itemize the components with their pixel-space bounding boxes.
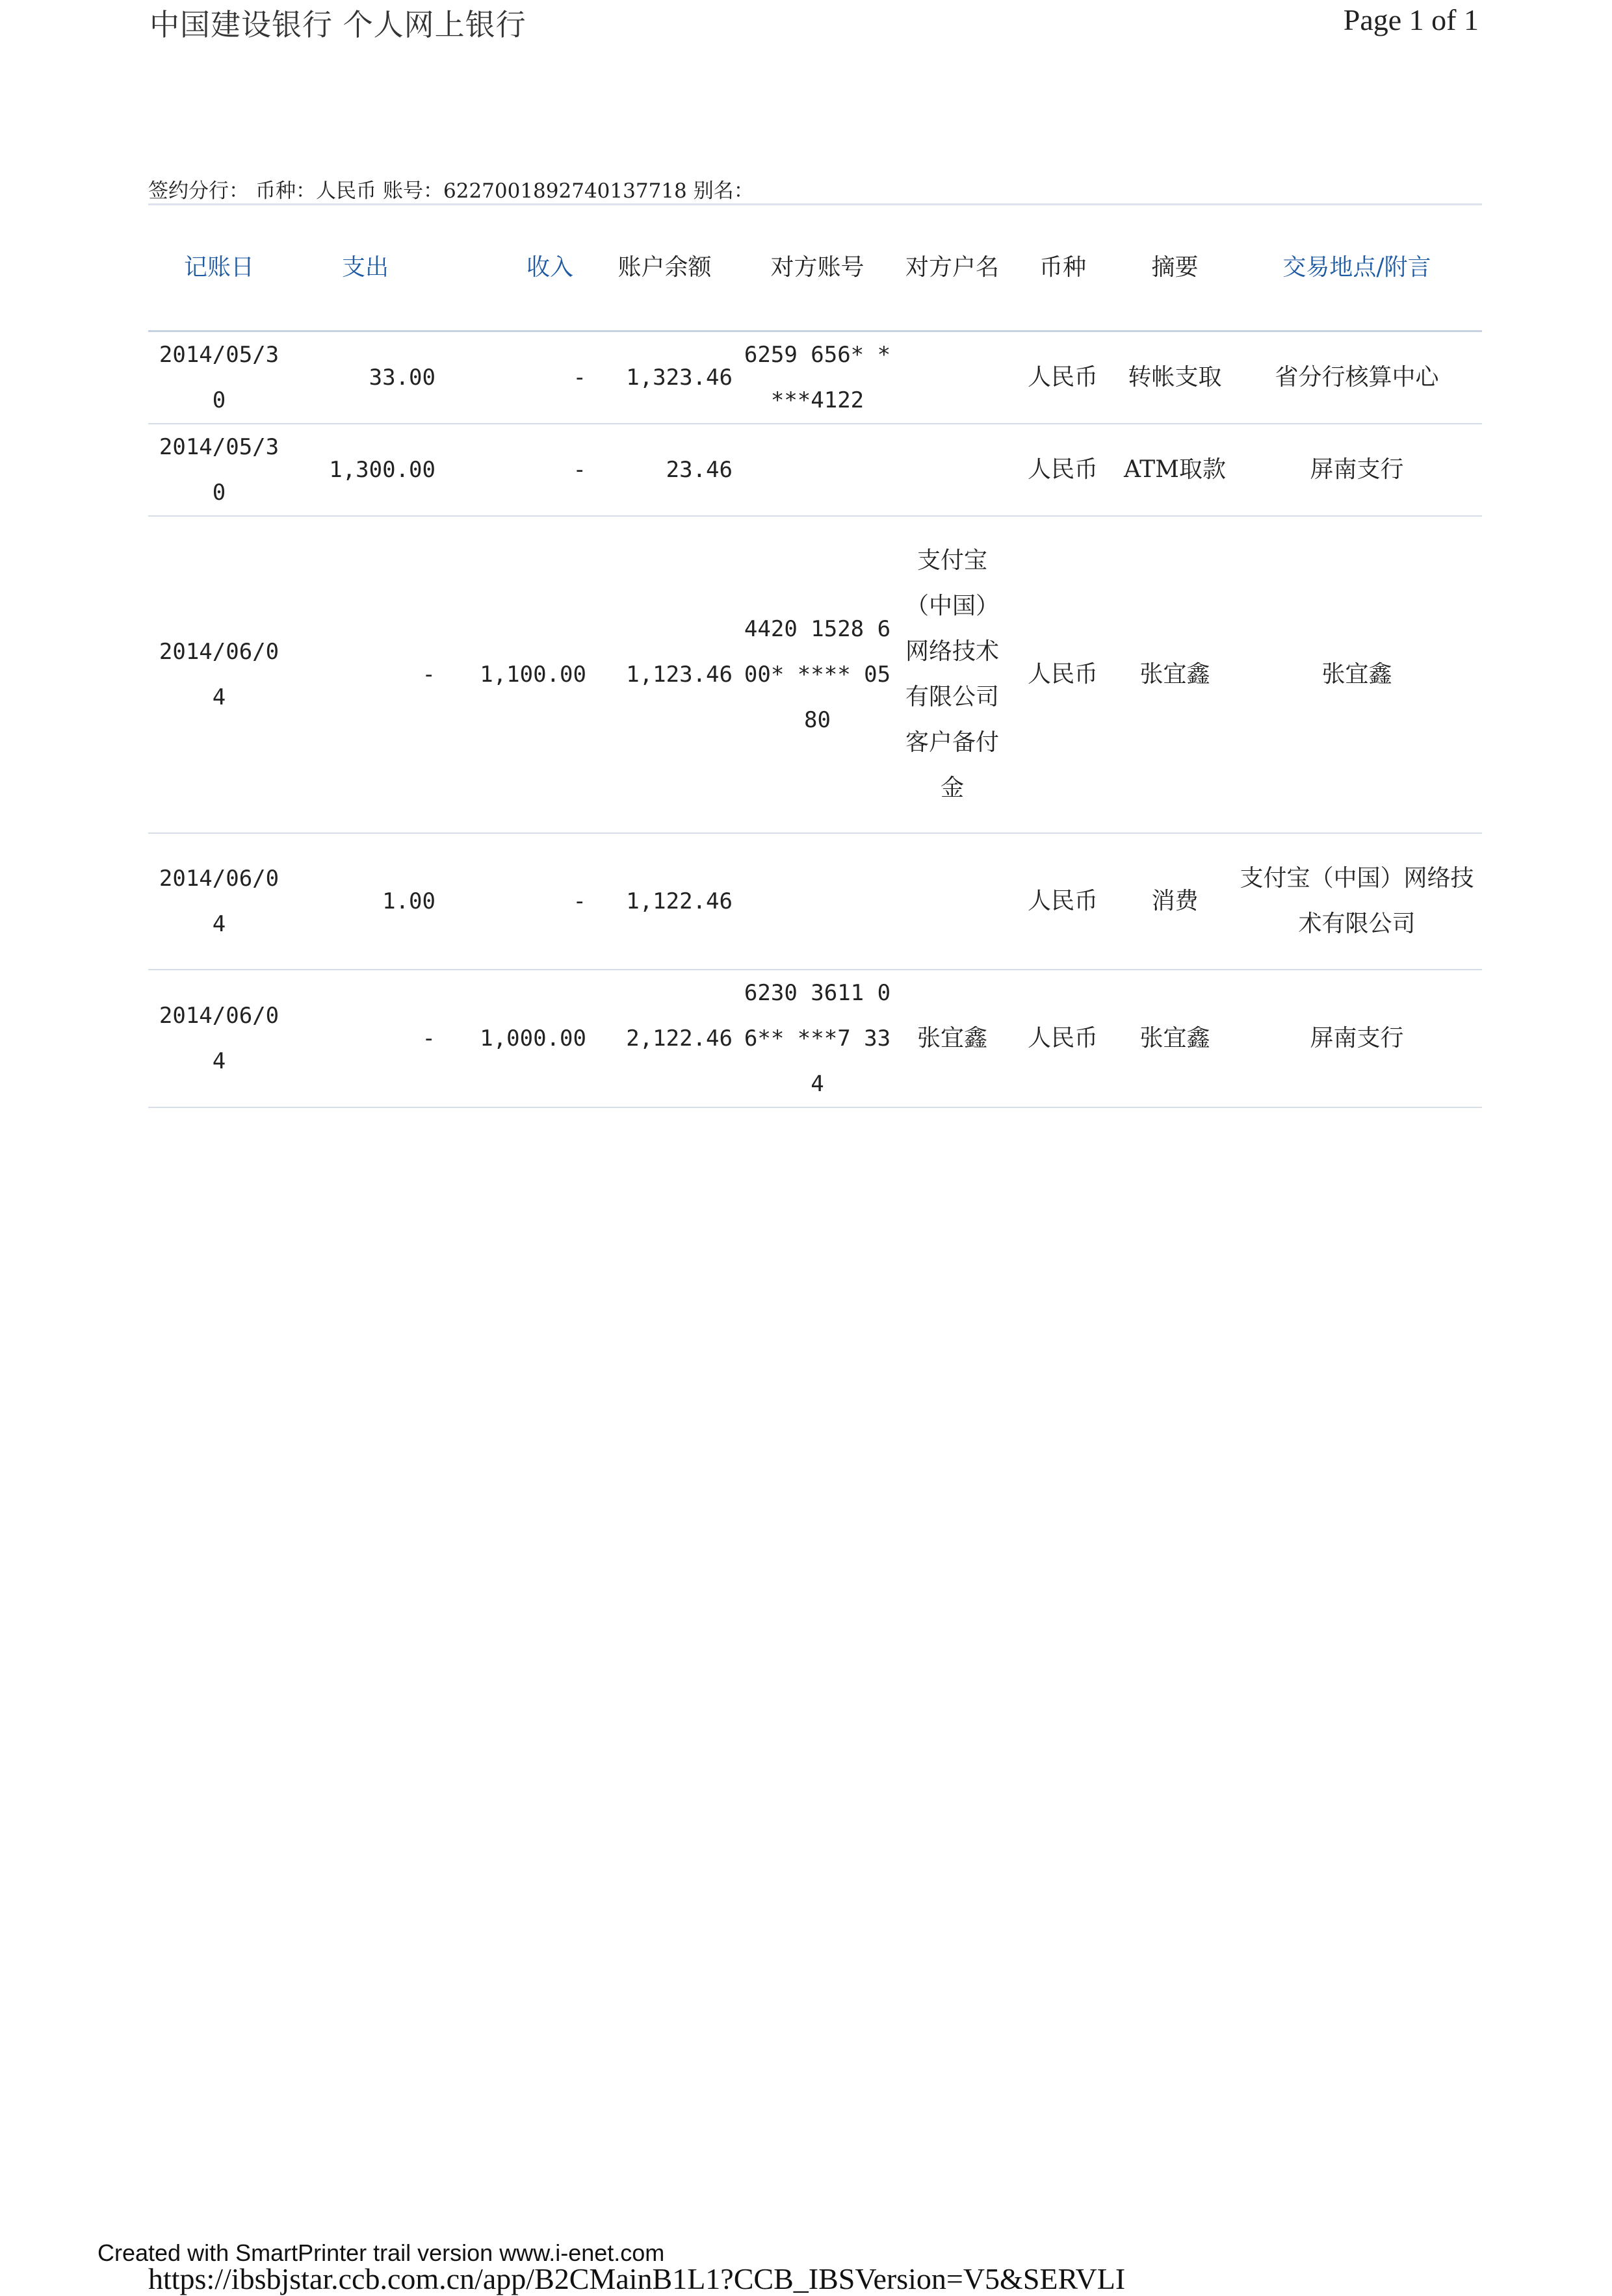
cell-currency: 人民币 <box>1027 364 1098 391</box>
col-header-location-memo[interactable]: 交易地点/附言 <box>1282 254 1431 281</box>
page-url[interactable]: https://ibsbjstar.ccb.com.cn/app/B2CMainB1L1?CCB_IBSVersion=V5&SERVLI <box>148 2262 1126 2295</box>
col-header-counterparty-account: 对方账号 <box>770 254 864 281</box>
cell-balance: 1,123.46 <box>626 662 733 688</box>
cell-posting-date: 2014/06/04 <box>159 639 280 710</box>
cell-credit: - <box>573 457 586 483</box>
table-row <box>148 833 1482 970</box>
branch-label: 签约分行： <box>148 179 249 203</box>
col-header-balance: 账户余额 <box>618 254 712 281</box>
cell-currency: 人民币 <box>1027 888 1098 914</box>
cell-posting-date: 2014/06/04 <box>159 866 280 937</box>
cell-summary: 转帐支取 <box>1128 364 1222 391</box>
cell-currency: 人民币 <box>1027 661 1098 688</box>
cell-balance: 1,323.46 <box>626 365 733 391</box>
cell-currency: 人民币 <box>1027 456 1098 483</box>
cell-location-memo: 屏南支行 <box>1310 1025 1404 1051</box>
cell-debit: - <box>422 1025 436 1051</box>
cell-location-memo: 省分行核算中心 <box>1275 364 1439 391</box>
col-header-debit[interactable]: 支出 <box>341 254 389 281</box>
currency-label: 币种：人民币 <box>255 179 376 203</box>
cell-posting-date: 2014/06/04 <box>159 1003 280 1074</box>
cell-debit: 1.00 <box>382 888 436 914</box>
table-row <box>148 516 1482 833</box>
cell-location-memo: 屏南支行 <box>1310 456 1404 483</box>
cell-currency: 人民币 <box>1027 1025 1098 1051</box>
cell-counterparty-account: 6259 656* ****4122 <box>744 342 891 413</box>
alias-label: 别名： <box>693 179 754 203</box>
cell-counterparty-name <box>897 833 1008 970</box>
site-title: 中国建设银行 个人网上银行 <box>150 7 526 42</box>
col-header-posting-date[interactable]: 记账日 <box>183 254 254 281</box>
col-header-counterparty-name: 对方户名 <box>905 254 999 281</box>
cell-credit: - <box>573 888 586 914</box>
cell-counterparty-account: 4420 1528 600* **** 0580 <box>744 616 891 733</box>
cell-counterparty-name: 支付宝（中国）网络技术有限公司客户备付金 <box>905 547 999 801</box>
table-header-row <box>148 205 1482 331</box>
cell-credit: - <box>573 365 586 391</box>
col-header-currency: 币种 <box>1039 254 1086 281</box>
col-header-summary: 摘要 <box>1151 254 1199 281</box>
cell-location-memo: 张宜鑫 <box>1321 661 1392 688</box>
cell-credit: 1,000.00 <box>480 1025 586 1051</box>
transaction-table <box>148 203 1482 1108</box>
cell-location-memo: 支付宝（中国）网络技术有限公司 <box>1240 865 1474 937</box>
cell-debit: 1,300.00 <box>329 457 436 483</box>
print-header <box>0 0 1612 45</box>
cell-summary: 张宜鑫 <box>1139 1025 1210 1051</box>
cell-summary: ATM取款 <box>1124 456 1226 483</box>
cell-counterparty-name: 张宜鑫 <box>916 1025 987 1051</box>
cell-debit: - <box>422 662 436 688</box>
cell-balance: 1,122.46 <box>626 888 733 914</box>
cell-balance: 2,122.46 <box>626 1025 733 1051</box>
cell-counterparty-name <box>897 424 1008 516</box>
cell-balance: 23.46 <box>666 457 733 483</box>
table-row <box>148 970 1482 1107</box>
table-row <box>148 424 1482 516</box>
cell-summary: 张宜鑫 <box>1139 661 1210 688</box>
cell-posting-date: 2014/05/30 <box>159 342 280 413</box>
printer-credit: Created with SmartPrinter trail version www.i-enet.com <box>98 2239 665 2266</box>
cell-debit: 33.00 <box>369 365 436 391</box>
account-info <box>148 174 760 203</box>
cell-counterparty-account <box>738 833 897 970</box>
cell-summary: 消费 <box>1151 888 1199 914</box>
account-number: 账号：6227001892740137718 <box>383 179 687 203</box>
table-row <box>148 331 1482 424</box>
cell-posting-date: 2014/05/30 <box>159 434 280 506</box>
cell-counterparty-account <box>738 424 897 516</box>
col-header-credit[interactable]: 收入 <box>526 254 573 281</box>
cell-counterparty-name <box>897 331 1008 424</box>
cell-counterparty-account: 6230 3611 06** ***7 334 <box>744 980 891 1097</box>
page-indicator: Page 1 of 1 <box>1343 3 1479 36</box>
cell-credit: 1,100.00 <box>480 662 586 688</box>
